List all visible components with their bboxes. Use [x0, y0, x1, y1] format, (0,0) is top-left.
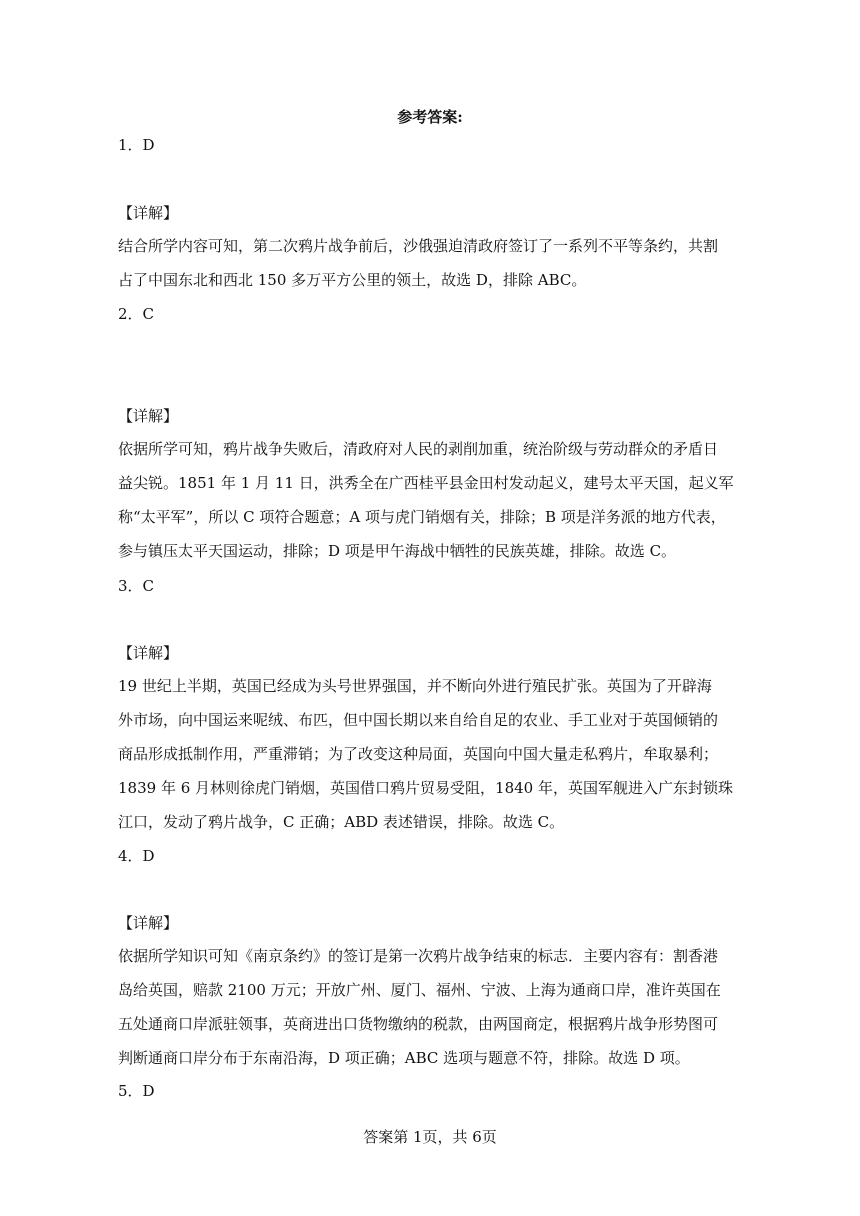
explanation-line: 岛给英国，赔款 2100 万元；开放广州、厦门、福州、宁波、上海为通商口岸，准许英国在: [118, 981, 721, 999]
explanation-3: [118, 669, 743, 839]
explanation-2: [118, 432, 743, 568]
answer-2: 2．C: [118, 305, 155, 323]
explanation-line: 参与镇压太平天国运动，排除；D 项是甲午海战中牺牲的民族英雄，排除。故选 C。: [118, 542, 677, 560]
explanation-4: [118, 939, 743, 1075]
answer-3: 3．C: [118, 577, 155, 595]
explanation-line: 江口，发动了鸦片战争，C 正确；ABD 表述错误，排除。故选 C。: [118, 813, 565, 831]
explanation-line: 外市场，向中国运来呢绒、布匹，但中国长期以来自给自足的农业、手工业对于英国倾销的: [118, 711, 719, 729]
explanation-line: 五处通商口岸派驻领事，英商进出口货物缴纳的税款，由两国商定，根据鸦片战争形势图可: [118, 1015, 719, 1033]
explanation-line: 依据所学可知，鸦片战争失败后，清政府对人民的剥削加重，统治阶级与劳动群众的矛盾日: [118, 440, 719, 458]
explanation-line: 判断通商口岸分布于东南沿海，D 项正确；ABC 选项与题意不符，排除。故选 D 项。: [118, 1049, 690, 1067]
explanation-1: [118, 229, 743, 297]
explanation-line: 1839 年 6 月林则徐虎门销烟，英国借口鸦片贸易受阻，1840 年，英国军舰进入广东封锁珠: [118, 779, 733, 797]
page-footer: 答案第 1页，共 6页: [363, 1128, 497, 1146]
explanation-line: 结合所学内容可知，第二次鸦片战争前后，沙俄强迫清政府签订了一系列不平等条约，共割: [118, 237, 719, 255]
explanation-line: 商品形成抵制作用，严重滞销；为了改变这种局面，英国向中国大量走私鸦片，牟取暴利；: [118, 745, 719, 763]
answer-4: 4．D: [118, 847, 155, 865]
detail-heading-2: 【详解】: [118, 407, 179, 425]
explanation-line: 益尖锐。1851 年 1 月 11 日，洪秀全在广西桂平县金田村发动起义，建号太平天国，起义军: [118, 474, 734, 492]
answer-1: 1．D: [118, 136, 155, 154]
explanation-line: 19 世纪上半期，英国已经成为头号世界强国，并不断向外进行殖民扩张。英国为了开辟海: [118, 677, 712, 695]
explanation-line: 依据所学知识可知《南京条约》的签订是第一次鸦片战争结束的标志．主要内容有：割香港: [118, 947, 719, 965]
page-title: 参考答案:: [397, 108, 463, 126]
detail-heading-4: 【详解】: [118, 914, 179, 932]
explanation-line: 占了中国东北和西北 150 多万平方公里的领土，故选 D，排除 ABC。: [118, 271, 587, 289]
explanation-line: 称“太平军”，所以 C 项符合题意；A 项与虎门销烟有关，排除；B 项是洋务派的地方代表，: [118, 508, 726, 526]
answer-5: 5．D: [118, 1082, 155, 1100]
detail-heading-1: 【详解】: [118, 204, 179, 222]
detail-heading-3: 【详解】: [118, 644, 179, 662]
